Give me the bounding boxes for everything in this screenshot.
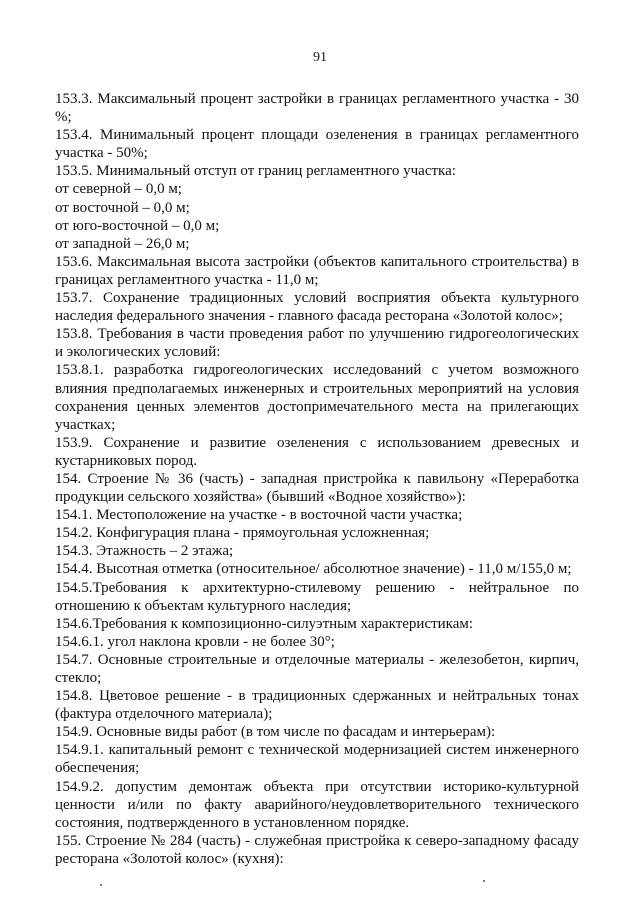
- paragraph-153-3: 153.3. Максимальный процент застройки в границах регламентного участка - 30 %;: [55, 91, 579, 126]
- paragraph-155: 155. Строение № 284 (часть) - служебная пристройка к северо-западному фасаду ресторана «Золотой колос» (кухня):: [55, 832, 579, 867]
- scan-speck: [100, 884, 102, 886]
- paragraph-154-7: 154.7. Основные строительные и отделочные материалы - железобетон, кирпич, стекло;: [55, 651, 579, 686]
- document-body: [55, 90, 579, 868]
- paragraph-154-3: 154.3. Этажность – 2 этажа;: [55, 543, 234, 560]
- paragraph-154-4: 154.4. Высотная отметка (относительное/ абсолютное значение) - 11,0 м/155,0 м;: [55, 561, 572, 578]
- paragraph-154-6-1: 154.6.1. угол наклона кровли - не более 30°;: [55, 633, 335, 650]
- paragraph-154-9-1: 154.9.1. капитальный ремонт с технической модернизацией систем инженерного обеспечения;: [55, 742, 579, 777]
- paragraph-154-9-2: 154.9.2. допустим демонтаж объекта при отсутствии историко-культурной ценности и/или по факту аварийного/неудовлетворительного технического состояния, подтвержденного в установленном порядке.: [55, 778, 579, 831]
- setback-southeast: от юго-восточной – 0,0 м;: [55, 217, 220, 234]
- paragraph-153-5: 153.5. Минимальный отступ от границ регламентного участка:: [55, 163, 456, 180]
- paragraph-154-9: 154.9. Основные виды работ (в том числе по фасадам и интерьерам):: [55, 724, 496, 741]
- paragraph-154-5: 154.5.Требования к архитектурно-стилевому решению - нейтральное по отношению к объектам культурного наследия;: [55, 579, 579, 614]
- paragraph-154-8: 154.8. Цветовое решение - в традиционных сдержанных и нейтральных тонах (фактура отделочного материала);: [55, 688, 579, 723]
- paragraph-153-7: 153.7. Сохранение традиционных условий восприятия объекта культурного наследия федерального значения - главного фасада ресторана «Золотой колос»;: [55, 290, 579, 325]
- paragraph-154-2: 154.2. Конфигурация плана - прямоугольная усложненная;: [55, 525, 430, 542]
- setback-east: от восточной – 0,0 м;: [55, 199, 190, 216]
- scan-speck: [483, 880, 485, 882]
- page-number: 91: [313, 50, 327, 65]
- setback-north: от северной – 0,0 м;: [55, 181, 182, 198]
- paragraph-154: 154. Строение № 36 (часть) - западная пристройка к павильону «Переработка продукции сельского хозяйства» (бывший «Водное хозяйство»):: [55, 470, 579, 506]
- paragraph-154-1: 154.1. Местоположение на участке - в восточной части участка;: [55, 507, 463, 524]
- paragraph-153-9: 153.9. Сохранение и развитие озеленения с использованием древесных и кустарниковых пород.: [55, 434, 579, 469]
- paragraph-153-6: 153.6. Максимальная высота застройки (объектов капитального строительства) в границах регламентного участка - 11,0 м;: [55, 253, 579, 288]
- paragraph-153-4: 153.4. Минимальный процент площади озеленения в границах регламентного участка - 50%;: [55, 127, 579, 162]
- paragraph-153-8-1: 153.8.1. разработка гидрогеологических исследований с учетом возможного влияния предполагаемых инженерных и строительных мероприятий на условия сохранения ценных элементов достопримечательного места на прилегающих участках;: [55, 362, 579, 433]
- paragraph-154-6: 154.6.Требования к композиционно-силуэтным характеристикам:: [55, 615, 474, 632]
- setback-west: от западной – 26,0 м;: [55, 235, 190, 252]
- paragraph-153-8: 153.8. Требования в части проведения работ по улучшению гидрогеологических и экологических условий:: [55, 326, 579, 361]
